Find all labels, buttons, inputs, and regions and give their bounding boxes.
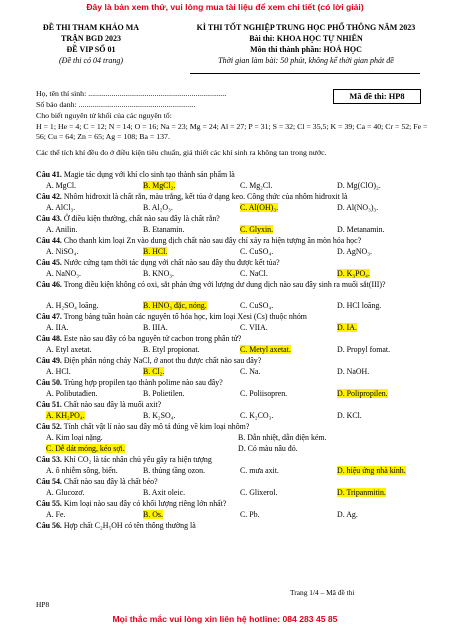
question-text: Hợp chất C₂H₅OH có tên thông thường là xyxy=(63,521,196,530)
answer-option[interactable]: C. Na. xyxy=(240,367,261,376)
exam-subject: Môn thi thành phần: HOÁ HỌC xyxy=(250,45,362,54)
question-text: Chất nào sau đây là chất béo? xyxy=(63,477,158,486)
answer-options xyxy=(46,510,436,520)
hotline-banner: Mọi thắc mắc vui lòng xin liên hệ hotline: 084 283 45 85 xyxy=(112,614,338,624)
answer-options xyxy=(46,411,436,421)
answer-option[interactable]: B. HNO₃ đặc, nóng. xyxy=(143,301,207,310)
answer-option[interactable]: C. Dễ dát mỏng, kéo sợi. xyxy=(46,444,125,453)
answer-option[interactable]: A. Etyl axetat. xyxy=(46,345,92,354)
answer-option[interactable]: B. Polietilen. xyxy=(143,389,185,398)
question-text: Trùng hợp propilen tạo thành polime nào sau đây? xyxy=(63,378,223,387)
question-label: Câu 52. xyxy=(36,422,62,431)
answer-option[interactable]: C. NaCl. xyxy=(240,269,268,278)
answer-options xyxy=(46,247,436,257)
question-label: Câu 46. xyxy=(36,280,62,289)
answer-options xyxy=(46,203,436,213)
question-stem xyxy=(36,334,436,344)
answer-option[interactable]: A. ô nhiễm sông, biển. xyxy=(46,466,118,475)
exam-title-line: TRẬN BGD 2023 xyxy=(60,34,121,43)
question-stem xyxy=(36,356,436,366)
question-text: Ở điều kiện thường, chất nào sau đây là chất rắn? xyxy=(63,214,220,223)
answer-option[interactable]: A. NaNO₃. xyxy=(46,269,81,278)
assumption-note: Các thể tích khí đều đo ở điều kiện tiêu chuẩn, giả thiết các khí sinh ra không tan trong nước. xyxy=(36,148,327,157)
question-label: Câu 47. xyxy=(36,312,62,321)
question-text: Tính chất vật lí nào sau đây mô tả đúng về kim loại nhôm? xyxy=(63,422,250,431)
question-label: Câu 50. xyxy=(36,378,62,387)
preview-banner: Đây là bản xem thử, vui lòng mua tài liệu để xem chi tiết (có lời giải) xyxy=(86,2,364,12)
exam-header-left xyxy=(16,22,166,66)
candidate-number-line: Số báo danh: ............................................................ xyxy=(36,100,196,109)
page-count-note: (Đề thi có 04 trang) xyxy=(59,56,123,65)
question-label: Câu 54. xyxy=(36,477,62,486)
answer-option[interactable]: C. Glixerol. xyxy=(240,488,278,497)
question-stem xyxy=(36,400,436,410)
question-stem xyxy=(36,280,436,290)
question-stem xyxy=(36,312,436,322)
exam-title-line: ĐỀ VIP SỐ 01 xyxy=(66,45,116,54)
answer-option[interactable]: D. Ag. xyxy=(337,510,358,519)
question-text: Nhôm hiđroxit là chất rắn, màu trắng, kết tủa ở dạng keo. Công thức của nhôm hiđroxit là xyxy=(63,192,348,201)
question-stem xyxy=(36,214,436,224)
answer-option[interactable]: D. Có màu nâu đỏ. xyxy=(238,444,298,453)
exam-header-right xyxy=(170,22,442,66)
page-footer: Trang 1/4 – Mã đề thi xyxy=(290,588,355,597)
answer-options xyxy=(46,433,436,443)
answer-option[interactable]: C. Pb. xyxy=(240,510,260,519)
exam-name: KÌ THI TỐT NGHIỆP TRUNG HỌC PHỔ THÔNG NĂM 2023 xyxy=(196,23,416,32)
answer-option[interactable]: D. K₃PO₄. xyxy=(337,269,370,278)
answer-option[interactable]: B. IIIA. xyxy=(143,323,168,332)
answer-option[interactable]: A. KH₂PO₄. xyxy=(46,411,85,420)
answer-option[interactable]: B. Al₂O₃. xyxy=(143,203,173,212)
exam-subject-group: Bài thi: KHOA HỌC TỰ NHIÊN xyxy=(249,34,363,43)
answer-option[interactable]: D. HCl loãng. xyxy=(337,301,382,310)
answer-option[interactable]: C. CuSO₄. xyxy=(240,301,274,310)
answer-option[interactable]: C. mưa axit. xyxy=(240,466,279,475)
answer-option[interactable]: A. Anilin. xyxy=(46,225,78,234)
answer-option[interactable]: D. hiệu ứng nhà kính. xyxy=(337,466,406,475)
question-text: Trong điều kiện không có oxi, sắt phản ứng với lượng dư dung dịch nào sau đây sinh ra muối sắt(III)? xyxy=(63,280,386,289)
answer-options xyxy=(46,488,436,498)
question-text: Este nào sau đây có ba nguyên tử cacbon trong phân tử? xyxy=(63,334,242,343)
question-label: Câu 45. xyxy=(36,258,62,267)
answer-option[interactable]: C. Mg₂Cl. xyxy=(240,181,273,190)
answer-option[interactable]: A. IIA. xyxy=(46,323,69,332)
answer-option[interactable]: D. Tripanmitin. xyxy=(337,488,386,497)
answer-options xyxy=(46,466,436,476)
question-stem xyxy=(36,192,436,202)
question-stem xyxy=(36,521,436,531)
page-footer-code: HP8 xyxy=(36,600,50,609)
answer-option[interactable]: C. Al(OH)₃. xyxy=(240,203,279,212)
answer-option[interactable]: A. MgCl. xyxy=(46,181,77,190)
answer-options xyxy=(46,269,436,279)
exam-title-line: ĐỀ THI THAM KHẢO MA xyxy=(42,23,140,32)
answer-option[interactable]: B. MgCl₂. xyxy=(143,181,176,190)
question-label: Câu 44. xyxy=(36,236,62,245)
answer-option[interactable]: B. K₂SO₄. xyxy=(143,411,176,420)
answer-option[interactable]: C. Glyxin. xyxy=(240,225,274,234)
answer-option[interactable]: D. NaOH. xyxy=(337,367,370,376)
answer-option[interactable]: D. Mg(ClO)₂. xyxy=(337,181,381,190)
answer-options xyxy=(46,367,436,377)
question-stem xyxy=(36,422,436,432)
answer-option[interactable]: C. CuSO₄. xyxy=(240,247,274,256)
question-label: Câu 53. xyxy=(36,455,62,464)
answer-option[interactable]: A. HCl. xyxy=(46,367,71,376)
question-label: Câu 43. xyxy=(36,214,62,223)
answer-option[interactable]: D. Metanamin. xyxy=(337,225,385,234)
exam-duration: Thời gian làm bài: 50 phút, không kể thời gian phát đề xyxy=(218,56,394,65)
answer-option[interactable]: A. Polibutađien. xyxy=(46,389,98,398)
question-text: Khí CO₂ là tác nhân chủ yếu gây ra hiện tượng xyxy=(63,455,212,464)
answer-options xyxy=(46,225,436,235)
answer-options xyxy=(46,323,436,333)
question-stem xyxy=(36,378,436,388)
answer-options xyxy=(46,444,436,454)
question-stem xyxy=(36,170,436,180)
answer-option[interactable]: B. Etanamin. xyxy=(143,225,185,234)
answer-option[interactable]: B. HCl. xyxy=(143,247,168,256)
answer-option[interactable]: A. AlCl₃. xyxy=(46,203,76,212)
answer-option[interactable]: B. thủng tầng ozon. xyxy=(143,466,206,475)
question-text: Điện phân nóng chảy NaCl, ở anot thu được chất nào sau đây? xyxy=(63,356,262,365)
answer-option[interactable]: C. Poliisopren. xyxy=(240,389,288,398)
answer-option[interactable]: D. KCl. xyxy=(337,411,362,420)
header-divider xyxy=(190,73,420,74)
question-label: Câu 41. xyxy=(36,170,62,179)
answer-option[interactable]: B. Axit oleic. xyxy=(143,488,186,497)
answer-options xyxy=(46,301,436,311)
answer-option[interactable]: C. VIIA. xyxy=(240,323,268,332)
exam-code-box: Mã đề thi: HP8 xyxy=(333,89,421,104)
question-text: Kim loại nào sau đây có khối lượng riêng lớn nhất? xyxy=(63,499,227,508)
answer-option[interactable]: A. Kim loại nặng. xyxy=(46,433,103,442)
atomic-masses: H = 1; He = 4; C = 12; N = 14; O = 16; Na = 23; Mg = 24; Al = 27; P = 31; S = 32; Cl = 35,5; K = 39; Ca = 40; Cr = 52; Fe = 56; Cu = 64; Zn = 65; Ag = 108; Ba = 137. xyxy=(36,122,428,142)
answer-option[interactable]: C. Metyl axetat. xyxy=(240,345,291,354)
question-label: Câu 42. xyxy=(36,192,62,201)
answer-option[interactable]: D. Polipropilen. xyxy=(337,389,388,398)
question-label: Câu 55. xyxy=(36,499,62,508)
question-stem xyxy=(36,455,436,465)
answer-option[interactable]: A. Glucozơ. xyxy=(46,488,85,497)
answer-option[interactable]: D. Propyl fomat. xyxy=(337,345,391,354)
question-text: Cho thanh kim loại Zn vào dung dịch chất nào sau đây chỉ xảy ra hiện tượng ăn mòn hóa học? xyxy=(63,236,362,245)
question-text: Chất nào sau đây là muối axit? xyxy=(63,400,162,409)
question-label: Câu 51. xyxy=(36,400,62,409)
answer-option[interactable]: D. IA. xyxy=(337,323,357,332)
question-stem xyxy=(36,499,436,509)
answer-options xyxy=(46,345,436,355)
answer-option[interactable]: A. Fe. xyxy=(46,510,66,519)
question-label: Câu 49. xyxy=(36,356,62,365)
answer-option[interactable]: C. K₂CO₃. xyxy=(240,411,274,420)
answer-option[interactable]: B. Cl₂. xyxy=(143,367,165,376)
question-stem xyxy=(36,477,436,487)
question-text: Trong bảng tuần hoàn các nguyên tố hóa học, kim loại Xesi (Cs) thuộc nhóm xyxy=(63,312,307,321)
answer-option[interactable]: A. NiSO₄. xyxy=(46,247,79,256)
answer-option[interactable]: B. Dẫn nhiệt, dẫn điện kém. xyxy=(238,433,327,442)
question-stem xyxy=(36,236,436,246)
question-label: Câu 48. xyxy=(36,334,62,343)
question-text: Nước cứng tạm thời tác dụng với chất nào sau đây thu được kết tủa? xyxy=(63,258,280,267)
answer-option[interactable]: D. AgNO₃. xyxy=(337,247,372,256)
question-text: Magie tác dụng với khí clo sinh tạo thành sản phẩm là xyxy=(63,170,235,179)
candidate-name-line: Họ, tên thí sinh: ....................................................................... xyxy=(36,89,227,98)
answer-options xyxy=(46,389,436,399)
answer-option[interactable]: B. KNO₃. xyxy=(143,269,175,278)
answer-option[interactable]: B. Etyl propionat. xyxy=(143,345,200,354)
answer-option[interactable]: B. Os. xyxy=(143,510,163,519)
answer-option[interactable]: D. Al(NO₃)₃. xyxy=(337,203,379,212)
answer-options xyxy=(46,181,436,191)
answer-option[interactable]: A. H₂SO₄ loãng. xyxy=(46,301,99,310)
question-label: Câu 56. xyxy=(36,521,62,530)
atomic-intro: Cho biết nguyên tử khối của các nguyên tố: xyxy=(36,111,172,120)
question-stem xyxy=(36,258,436,268)
